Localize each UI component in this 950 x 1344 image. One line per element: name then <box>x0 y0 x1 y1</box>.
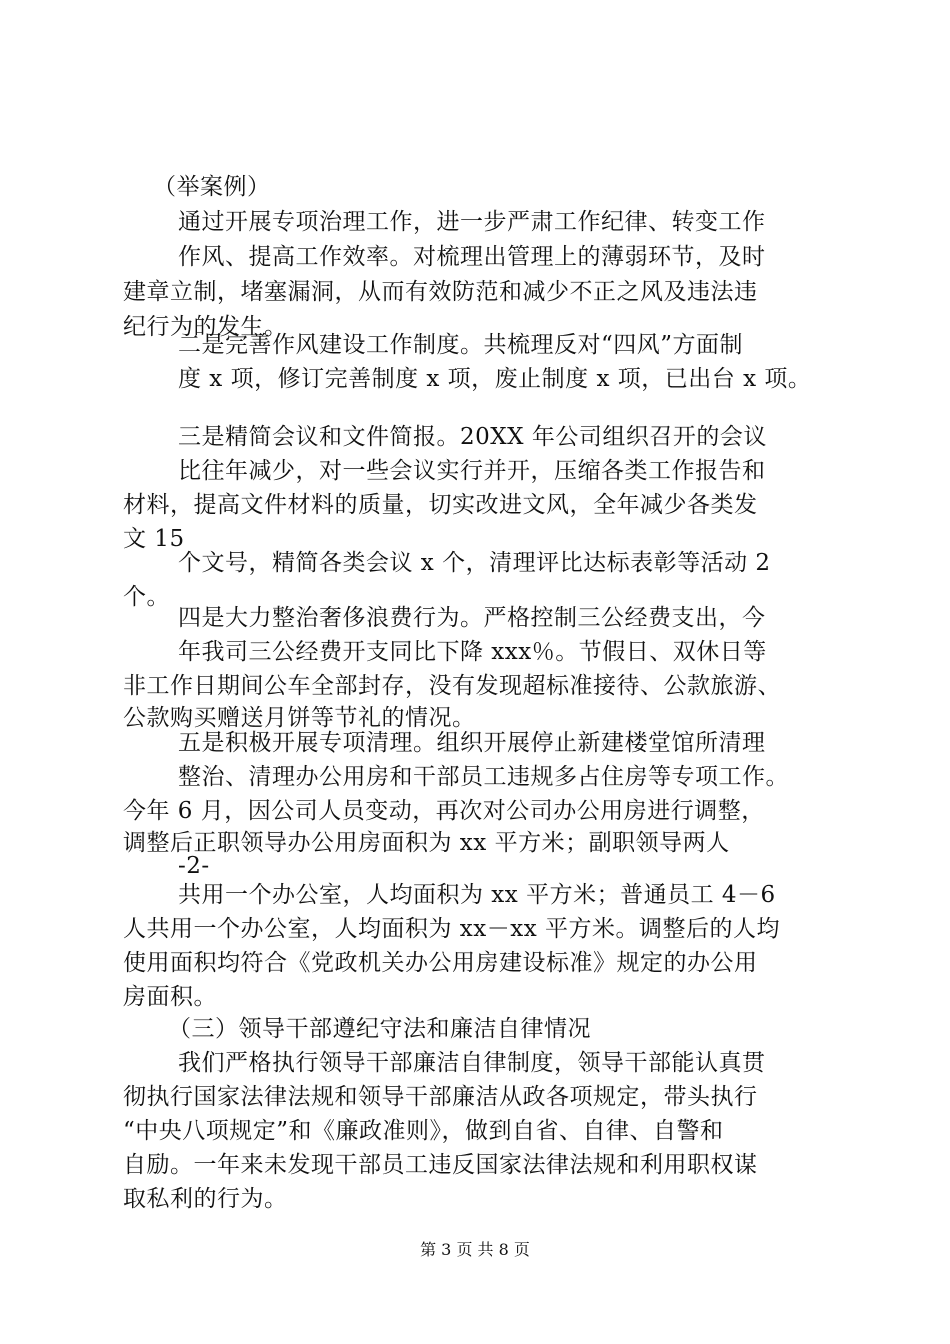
text-line: 作风、提高工作效率。对梳理出管理上的薄弱环节，及时 <box>178 244 766 270</box>
text-line: “中央八项规定”和《廉政准则》，做到自省、自律、自警和 <box>123 1118 724 1144</box>
text-line: 房面积。 <box>123 984 217 1010</box>
text-line: 文 15 <box>123 526 185 552</box>
text-line: 个。 <box>123 584 170 610</box>
text-line: 通过开展专项治理工作，进一步严肃工作纪律、转变工作 <box>178 209 766 235</box>
text-line: 调整后正职领导办公用房面积为 xx 平方米；副职领导两人 <box>123 830 730 856</box>
text-line: 人共用一个办公室，人均面积为 xx－xx 平方米。调整后的人均 <box>123 916 781 942</box>
text-line: 公款购买赠送月饼等节礼的情况。 <box>123 705 476 731</box>
text-line: 建章立制，堵塞漏洞，从而有效防范和减少不正之风及违法违 <box>123 279 758 305</box>
text-line: 材料，提高文件材料的质量，切实改进文风，全年减少各类发 <box>123 492 758 518</box>
text-line: 共用一个办公室，人均面积为 xx 平方米；普通员工 4－6 <box>178 882 776 908</box>
text-line: 比往年减少，对一些会议实行并开，压缩各类工作报告和 <box>178 458 766 484</box>
text-line: 我们严格执行领导干部廉洁自律制度，领导干部能认真贯 <box>178 1050 766 1076</box>
text-line: 取私利的行为。 <box>123 1186 288 1212</box>
text-line: 年我司三公经费开支同比下降 xxx％。节假日、双休日等 <box>178 639 767 665</box>
text-line: 四是大力整治奢侈浪费行为。严格控制三公经费支出，今 <box>178 605 766 631</box>
text-line: 个文号，精简各类会议 x 个，清理评比达标表彰等活动 2 <box>178 550 771 576</box>
text-line: 今年 6 月，因公司人员变动，再次对公司办公用房进行调整， <box>123 798 765 824</box>
section-heading: （三）领导干部遵纪守法和廉洁自律情况 <box>168 1016 591 1042</box>
text-line: 纪行为的发生。 <box>123 314 288 340</box>
page-footer: 第 3 页 共 8 页 <box>420 1240 530 1259</box>
text-line: （举案例） <box>153 174 271 200</box>
text-line: 彻执行国家法律法规和领导干部廉洁从政各项规定，带头执行 <box>123 1084 758 1110</box>
text-line: 三是精简会议和文件简报。20XX 年公司组织召开的会议 <box>178 424 767 450</box>
text-line: 度 x 项，修订完善制度 x 项，废止制度 x 项，已出台 x 项。 <box>178 366 812 392</box>
page-marker: -2- <box>178 853 210 879</box>
text-line: 整治、清理办公用房和干部员工违规多占住房等专项工作。 <box>178 764 789 790</box>
text-line: 二是完善作风建设工作制度。共梳理反对“四风”方面制 <box>178 332 744 358</box>
text-line: 自励。一年来未发现干部员工违反国家法律法规和利用职权谋 <box>123 1152 758 1178</box>
text-line: 五是积极开展专项清理。组织开展停止新建楼堂馆所清理 <box>178 730 766 756</box>
text-line: 非工作日期间公车全部封存，没有发现超标准接待、公款旅游、 <box>123 673 781 699</box>
text-line: 使用面积均符合《党政机关办公用房建设标准》规定的办公用 <box>123 950 758 976</box>
